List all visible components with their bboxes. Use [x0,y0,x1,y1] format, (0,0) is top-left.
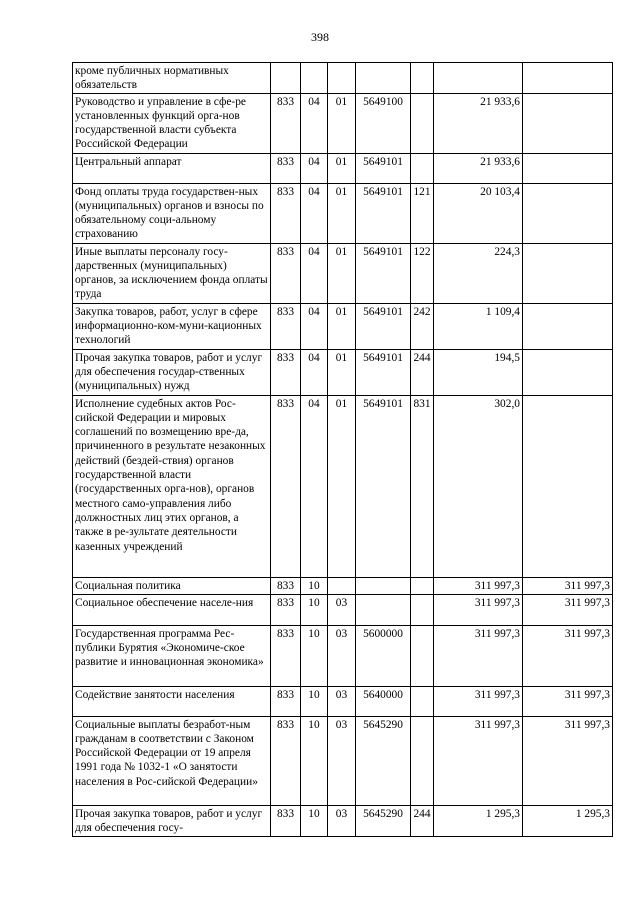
ministry-code-cell: 833 [271,153,301,183]
table-row [73,395,613,577]
ministry-code-cell: 833 [271,805,301,836]
section-code-cell: 04 [301,183,328,243]
target-article-cell: 5649101 [356,153,411,183]
expense-type-cell [411,93,434,153]
amount-cell-1: 311 997,3 [434,577,523,594]
item-name-cell: кроме публичных нормативных обязательств [73,63,271,94]
item-name-cell: Содействие занятости населения [73,686,271,716]
section-code-cell: 10 [301,805,328,836]
table-row [73,625,613,686]
amount-cell-2 [523,183,613,243]
table-row [73,805,613,836]
ministry-code-cell: 833 [271,303,301,349]
amount-cell-1: 302,0 [434,395,523,577]
amount-cell-1: 311 997,3 [434,686,523,716]
item-name-cell: Закупка товаров, работ, услуг в сфере информационно-ком-муни-кационных технологий [73,303,271,349]
ministry-code-cell: 833 [271,686,301,716]
expense-type-cell [411,594,434,625]
expense-type-cell [411,686,434,716]
target-article-cell: 5649101 [356,303,411,349]
expense-type-cell: 242 [411,303,434,349]
table-row [73,349,613,395]
page-number: 398 [311,30,329,44]
subsection-code-cell: 03 [328,594,356,625]
amount-cell-1: 20 103,4 [434,183,523,243]
expense-type-cell: 121 [411,183,434,243]
item-name-cell: Социальные выплаты безработ-ным гражданам в соответствии с Законом Российской Федерации от 19 апреля 1991 года № 1032-1 «О занятости населения в Рос-сийской Федерации» [73,716,271,805]
amount-cell-1: 1 295,3 [434,805,523,836]
amount-cell-2 [523,63,613,94]
subsection-code-cell: 03 [328,805,356,836]
subsection-code-cell: 03 [328,686,356,716]
ministry-code-cell: 833 [271,349,301,395]
item-name-cell: Исполнение судебных актов Рос-сийской Федерации и мировых соглашений по возмещению вре-да, причиненного в результате незаконных действий (бездей-ствия) органов государственной власти (государственных орга-нов), органов местного само-управления либо должностных лиц этих органов, а также в ре-зультате деятельности казенных учреждений [73,395,271,577]
target-article-cell [356,577,411,594]
section-code-cell: 04 [301,303,328,349]
budget-table [72,62,613,837]
table-row [73,153,613,183]
item-name-cell: Иные выплаты персоналу госу-дарственных (муниципальных) органов, за исключением фонда оплаты труда [73,243,271,303]
expense-type-cell: 244 [411,805,434,836]
section-code-cell: 04 [301,93,328,153]
target-article-cell: 5649101 [356,395,411,577]
target-article-cell: 5649101 [356,349,411,395]
amount-cell-1: 21 933,6 [434,93,523,153]
target-article-cell: 5645290 [356,805,411,836]
target-article-cell: 5649101 [356,243,411,303]
ministry-code-cell: 833 [271,183,301,243]
table-row [73,577,613,594]
ministry-code-cell: 833 [271,625,301,686]
subsection-code-cell [328,577,356,594]
amount-cell-2 [523,93,613,153]
subsection-code-cell: 01 [328,183,356,243]
item-name-cell: Фонд оплаты труда государствен-ных (муниципальных) органов и взносы по обязательному соци-альному страхованию [73,183,271,243]
amount-cell-1: 311 997,3 [434,594,523,625]
subsection-code-cell: 01 [328,243,356,303]
amount-cell-1: 311 997,3 [434,625,523,686]
subsection-code-cell: 03 [328,625,356,686]
target-article-cell: 5600000 [356,625,411,686]
ministry-code-cell: 833 [271,577,301,594]
section-code-cell: 10 [301,577,328,594]
expense-type-cell [411,625,434,686]
table-row [73,183,613,243]
expense-type-cell [411,153,434,183]
amount-cell-2 [523,395,613,577]
amount-cell-2 [523,243,613,303]
section-code-cell: 04 [301,349,328,395]
item-name-cell: Прочая закупка товаров, работ и услуг для обеспечения госу- [73,805,271,836]
ministry-code-cell: 833 [271,243,301,303]
subsection-code-cell: 01 [328,395,356,577]
subsection-code-cell: 01 [328,153,356,183]
section-code-cell: 10 [301,716,328,805]
ministry-code-cell: 833 [271,395,301,577]
section-code-cell: 10 [301,686,328,716]
table-row [73,686,613,716]
item-name-cell: Социальная политика [73,577,271,594]
section-code-cell: 10 [301,594,328,625]
target-article-cell [356,594,411,625]
amount-cell-2: 311 997,3 [523,686,613,716]
amount-cell-2: 311 997,3 [523,625,613,686]
subsection-code-cell: 01 [328,93,356,153]
ministry-code-cell: 833 [271,594,301,625]
amount-cell-1: 224,3 [434,243,523,303]
subsection-code-cell [328,63,356,94]
amount-cell-2: 311 997,3 [523,716,613,805]
item-name-cell: Социальное обеспечение населе-ния [73,594,271,625]
target-article-cell: 5649101 [356,183,411,243]
target-article-cell: 5649100 [356,93,411,153]
expense-type-cell: 122 [411,243,434,303]
table-row [73,63,613,94]
section-code-cell: 04 [301,153,328,183]
ministry-code-cell: 833 [271,93,301,153]
item-name-cell: Государственная программа Рес-публики Бурятия «Экономиче-ское развитие и инновационная экономика» [73,625,271,686]
amount-cell-1: 21 933,6 [434,153,523,183]
target-article-cell [356,63,411,94]
amount-cell-1: 1 109,4 [434,303,523,349]
subsection-code-cell: 01 [328,303,356,349]
target-article-cell: 5645290 [356,716,411,805]
table-row [73,716,613,805]
expense-type-cell [411,716,434,805]
expense-type-cell: 244 [411,349,434,395]
amount-cell-2: 311 997,3 [523,594,613,625]
table-row [73,594,613,625]
amount-cell-1: 194,5 [434,349,523,395]
section-code-cell: 04 [301,243,328,303]
expense-type-cell: 831 [411,395,434,577]
table-row [73,303,613,349]
amount-cell-2: 1 295,3 [523,805,613,836]
amount-cell-1 [434,63,523,94]
amount-cell-1: 311 997,3 [434,716,523,805]
ministry-code-cell [271,63,301,94]
section-code-cell [301,63,328,94]
table-row [73,93,613,153]
ministry-code-cell: 833 [271,716,301,805]
amount-cell-2 [523,153,613,183]
section-code-cell: 10 [301,625,328,686]
section-code-cell: 04 [301,395,328,577]
amount-cell-2 [523,303,613,349]
subsection-code-cell: 03 [328,716,356,805]
amount-cell-2 [523,349,613,395]
subsection-code-cell: 01 [328,349,356,395]
item-name-cell: Центральный аппарат [73,153,271,183]
expense-type-cell [411,577,434,594]
table-row [73,243,613,303]
item-name-cell: Руководство и управление в сфе-ре установленных функций орга-нов государственной власти субъекта Российской Федерации [73,93,271,153]
expense-type-cell [411,63,434,94]
amount-cell-2: 311 997,3 [523,577,613,594]
target-article-cell: 5640000 [356,686,411,716]
item-name-cell: Прочая закупка товаров, работ и услуг для обеспечения государ-ственных (муниципальных) нужд [73,349,271,395]
